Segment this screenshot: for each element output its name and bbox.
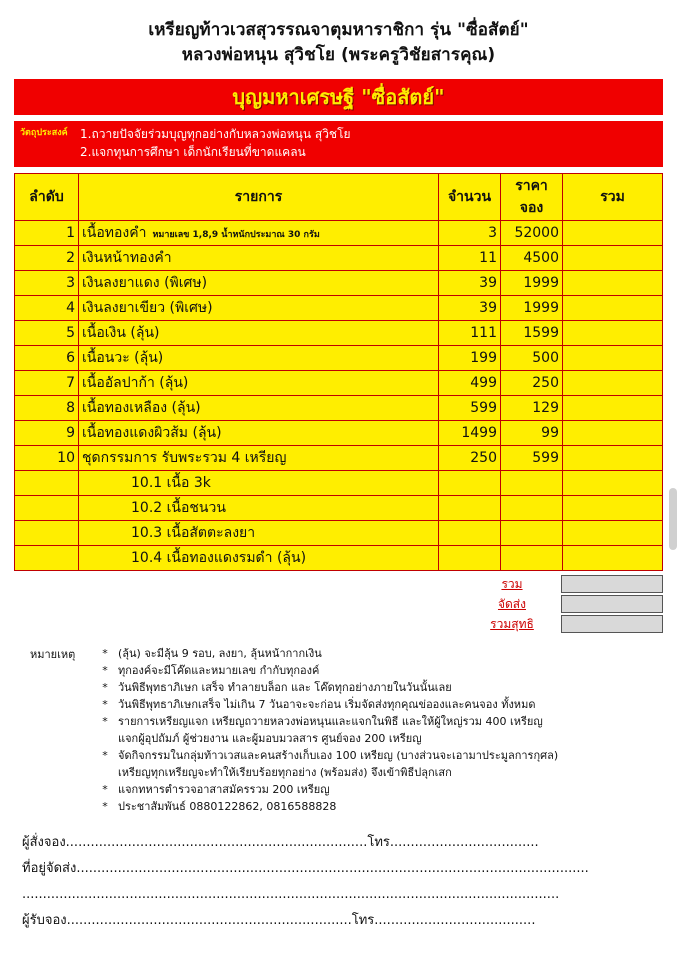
field-receiver-name[interactable]: ผู้รับจอง.....................................................................โทร....................................... <box>22 912 536 928</box>
table-row <box>15 346 663 371</box>
cell-no: 7 <box>15 371 79 396</box>
remark-text: วันพิธีพุทธาภิเษก เสร็จ ทำลายบล็อก และ โค๊ดทุกอย่างภายในวันนั้นเลย <box>118 681 452 695</box>
cell-no: 2 <box>15 246 79 271</box>
cell-sum[interactable] <box>563 421 663 446</box>
cell-sum[interactable] <box>563 371 663 396</box>
cell-price: 500 <box>501 346 563 371</box>
cell-no: 5 <box>15 321 79 346</box>
bullet-star-icon: * <box>102 698 108 712</box>
document-header <box>0 0 677 71</box>
totals-label-net: รวมสุทธิ <box>490 617 534 632</box>
cell-sum[interactable] <box>563 346 663 371</box>
purpose-line-1: 1.ถวายปัจจัยร่วมบุญทุกอย่างกับหลวงพ่อหนุน สุวิชโย <box>80 127 351 142</box>
remark-text: วันพิธีพุทธาภิเษกเสร็จ ไม่เกิน 7 วันอาจะจะก่อน เริ่มจัดส่งทุกคุณข่อองและคนจอง ทั้งหมด <box>118 698 536 712</box>
cell-price <box>501 471 563 496</box>
table-row <box>15 521 663 546</box>
remark-item <box>92 696 663 713</box>
purpose-label: วัตถุประสงค์ <box>20 128 68 139</box>
remark-text: (ลุ้น) จะมีลุ้น 9 รอบ, ลงยา, ลุ้นหน้ากากเงิน <box>118 647 322 661</box>
cell-item-note: หมายเลข 1,8,9 น้ำหนักประมาณ 30 กรัม <box>152 230 320 241</box>
cell-qty: 199 <box>439 346 501 371</box>
col-header-price: ราคาจอง <box>501 174 563 221</box>
cell-qty: 39 <box>439 296 501 321</box>
cell-no <box>15 471 79 496</box>
cell-price: 129 <box>501 396 563 421</box>
cell-sum[interactable] <box>563 296 663 321</box>
cell-sum[interactable] <box>563 221 663 246</box>
cell-qty: 11 <box>439 246 501 271</box>
remarks-list <box>92 645 663 815</box>
col-header-sum: รวม <box>563 174 663 221</box>
table-row <box>15 471 663 496</box>
cell-qty: 599 <box>439 396 501 421</box>
table-row <box>15 221 663 246</box>
remark-text: ทุกองค์จะมีโค๊ดและหมายเลข กำกับทุกองค์ <box>118 664 320 678</box>
cell-item: เนื้ออัลปาก้า (ลุ้น) <box>79 371 439 396</box>
scrollbar-thumb[interactable] <box>669 488 677 550</box>
bullet-star-icon: * <box>102 715 108 729</box>
totals-row <box>463 575 663 593</box>
remark-text: แจกทหารตำรวจอาสาสมัครรวม 200 เหรียญ <box>118 783 330 797</box>
cell-qty <box>439 546 501 571</box>
cell-item: ชุดกรรมการ รับพระรวม 4 เหรียญ <box>79 446 439 471</box>
table-row <box>15 421 663 446</box>
bullet-star-icon: * <box>102 681 108 695</box>
cell-no: 9 <box>15 421 79 446</box>
remark-item <box>92 747 663 781</box>
remark-subtext: แจกผู้อุปถัมภ์ ผู้ช่วยงาน และผู้มอบมวลสาร ศูนย์จอง 200 เหรียญ <box>118 732 422 746</box>
items-table-wrap <box>14 173 663 632</box>
cell-item: 10.3 เนื้อสัตตะลงยา <box>79 521 439 546</box>
cell-price: 1999 <box>501 271 563 296</box>
cell-sum[interactable] <box>563 271 663 296</box>
cell-sum[interactable] <box>563 496 663 521</box>
remarks-section <box>14 645 663 815</box>
totals-value-shipping[interactable] <box>561 595 663 613</box>
totals-block <box>463 575 663 635</box>
cell-item: เนื้อทองเหลือง (ลุ้น) <box>79 396 439 421</box>
cell-sum[interactable] <box>563 546 663 571</box>
cell-price: 99 <box>501 421 563 446</box>
table-row <box>15 296 663 321</box>
cell-qty: 1499 <box>439 421 501 446</box>
cell-item: 10.2 เนื้อชนวน <box>79 496 439 521</box>
remark-item <box>92 662 663 679</box>
cell-qty: 250 <box>439 446 501 471</box>
cell-no: 6 <box>15 346 79 371</box>
cell-price: 1999 <box>501 296 563 321</box>
cell-qty <box>439 496 501 521</box>
cell-sum[interactable] <box>563 246 663 271</box>
totals-label-sum: รวม <box>501 577 523 592</box>
cell-qty: 3 <box>439 221 501 246</box>
cell-price: 4500 <box>501 246 563 271</box>
order-fields <box>22 830 663 934</box>
cell-price: 52000 <box>501 221 563 246</box>
table-row <box>15 496 663 521</box>
bullet-star-icon: * <box>102 664 108 678</box>
remark-text: จัดกิจกรรมในกลุ่มท้าวเวสและคนสร้างเก็บเอง 100 เหรียญ (บางส่วนจะเอามาประมูลการกุศล) เหรียญทุกเหรียญจะทำให้เรียบร้อยทุกอย่าง (พร้อมส่ง) จึงเข้าพิธีปลุกเสก <box>118 747 663 781</box>
table-row <box>15 446 663 471</box>
col-header-item: รายการ <box>79 174 439 221</box>
table-row <box>15 396 663 421</box>
bullet-star-icon: * <box>102 800 108 814</box>
cell-sum[interactable] <box>563 521 663 546</box>
cell-no: 8 <box>15 396 79 421</box>
table-row <box>15 546 663 571</box>
cell-qty: 39 <box>439 271 501 296</box>
cell-no: 1 <box>15 221 79 246</box>
red-banner <box>14 79 663 115</box>
cell-price <box>501 546 563 571</box>
cell-no: 4 <box>15 296 79 321</box>
table-row <box>15 271 663 296</box>
remark-item <box>92 798 663 815</box>
col-header-qty: จำนวน <box>439 174 501 221</box>
totals-row <box>463 595 663 613</box>
bullet-star-icon: * <box>102 783 108 797</box>
cell-no <box>15 496 79 521</box>
cell-sum[interactable] <box>563 321 663 346</box>
remarks-title: หมายเหตุ <box>30 648 76 662</box>
cell-item: เนื้อเงิน (ลุ้น) <box>79 321 439 346</box>
cell-no: 10 <box>15 446 79 471</box>
bullet-star-icon: * <box>102 749 108 763</box>
cell-item: เงินลงยาเขียว (พิเศษ) <box>79 296 439 321</box>
cell-no <box>15 521 79 546</box>
table-row <box>15 371 663 396</box>
table-row <box>15 321 663 346</box>
header-title-line-1: เหรียญท้าวเวสสุวรรณจาตุมหาราชิกา รุ่น "ซื่อสัตย์" <box>148 20 529 40</box>
field-shipping-address[interactable]: ที่อยู่จัดส่ง............................................................................................................................ <box>22 860 589 876</box>
cell-no <box>15 546 79 571</box>
remark-subtext: เหรียญทุกเหรียญจะทำให้เรียบร้อยทุกอย่าง (พร้อมส่ง) จึงเข้าพิธีปลุกเสก <box>118 766 452 780</box>
purpose-box <box>14 121 663 167</box>
purpose-lines <box>80 126 351 161</box>
cell-item: เงินลงยาแดง (พิเศษ) <box>79 271 439 296</box>
remark-text: รายการเหรียญแจก เหรียญถวายหลวงพ่อหนุนและแจกในพิธี และให้ผู้ใหญ่รวม 400 เหรียญ แจกผู้อุปถัมภ์ ผู้ช่วยงาน และผู้มอบมวลสาร ศูนย์จอง 200 เหรียญ <box>118 713 663 747</box>
cell-item: เงินหน้าทองคำ <box>79 246 439 271</box>
cell-qty: 499 <box>439 371 501 396</box>
header-title-line-2: หลวงพ่อหนุน สุวิชโย (พระครูวิชัยสารคุณ) <box>181 44 496 65</box>
cell-price: 599 <box>501 446 563 471</box>
cell-price: 1599 <box>501 321 563 346</box>
remark-item <box>92 645 663 662</box>
cell-item: 10.4 เนื้อทองแดงรมดำ (ลุ้น) <box>79 546 439 571</box>
field-shipping-address-line2[interactable]: .................................................................................................................................. <box>22 886 560 902</box>
remark-item <box>92 679 663 696</box>
cell-item: เนื้อทองคำ หมายเลข 1,8,9 น้ำหนักประมาณ 30 กรัม <box>79 221 439 246</box>
banner-title: บุญมหาเศรษฐี "ซื่อสัตย์" <box>232 85 445 110</box>
col-header-no: ลำดับ <box>15 174 79 221</box>
totals-row <box>463 615 663 633</box>
cell-sum[interactable] <box>563 396 663 421</box>
cell-qty <box>439 471 501 496</box>
cell-price: 250 <box>501 371 563 396</box>
remark-item <box>92 713 663 747</box>
cell-no: 3 <box>15 271 79 296</box>
cell-price <box>501 496 563 521</box>
items-table-body <box>15 221 663 571</box>
table-row <box>15 246 663 271</box>
cell-qty <box>439 521 501 546</box>
cell-sum[interactable] <box>563 471 663 496</box>
cell-qty: 111 <box>439 321 501 346</box>
cell-item: เนื้อทองแดงผิวส้ม (ลุ้น) <box>79 421 439 446</box>
totals-value-net[interactable] <box>561 615 663 633</box>
cell-item: เนื้อนวะ (ลุ้น) <box>79 346 439 371</box>
purpose-line-2: 2.แจกทุนการศึกษา เด็กนักเรียนที่ขาดแคลน <box>80 144 306 159</box>
totals-label-shipping: จัดส่ง <box>497 597 526 612</box>
items-table <box>14 173 663 571</box>
totals-value-sum[interactable] <box>561 575 663 593</box>
remark-item <box>92 781 663 798</box>
field-orderer-name[interactable]: ผู้สั่งจอง.........................................................................โทร.................................... <box>22 834 539 850</box>
bullet-star-icon: * <box>102 647 108 661</box>
table-header-row <box>15 174 663 221</box>
cell-price <box>501 521 563 546</box>
remark-text: ประชาสัมพันธ์ 0880122862, 0816588828 <box>118 800 337 814</box>
cell-item: 10.1 เนื้อ 3k <box>79 471 439 496</box>
cell-sum[interactable] <box>563 446 663 471</box>
